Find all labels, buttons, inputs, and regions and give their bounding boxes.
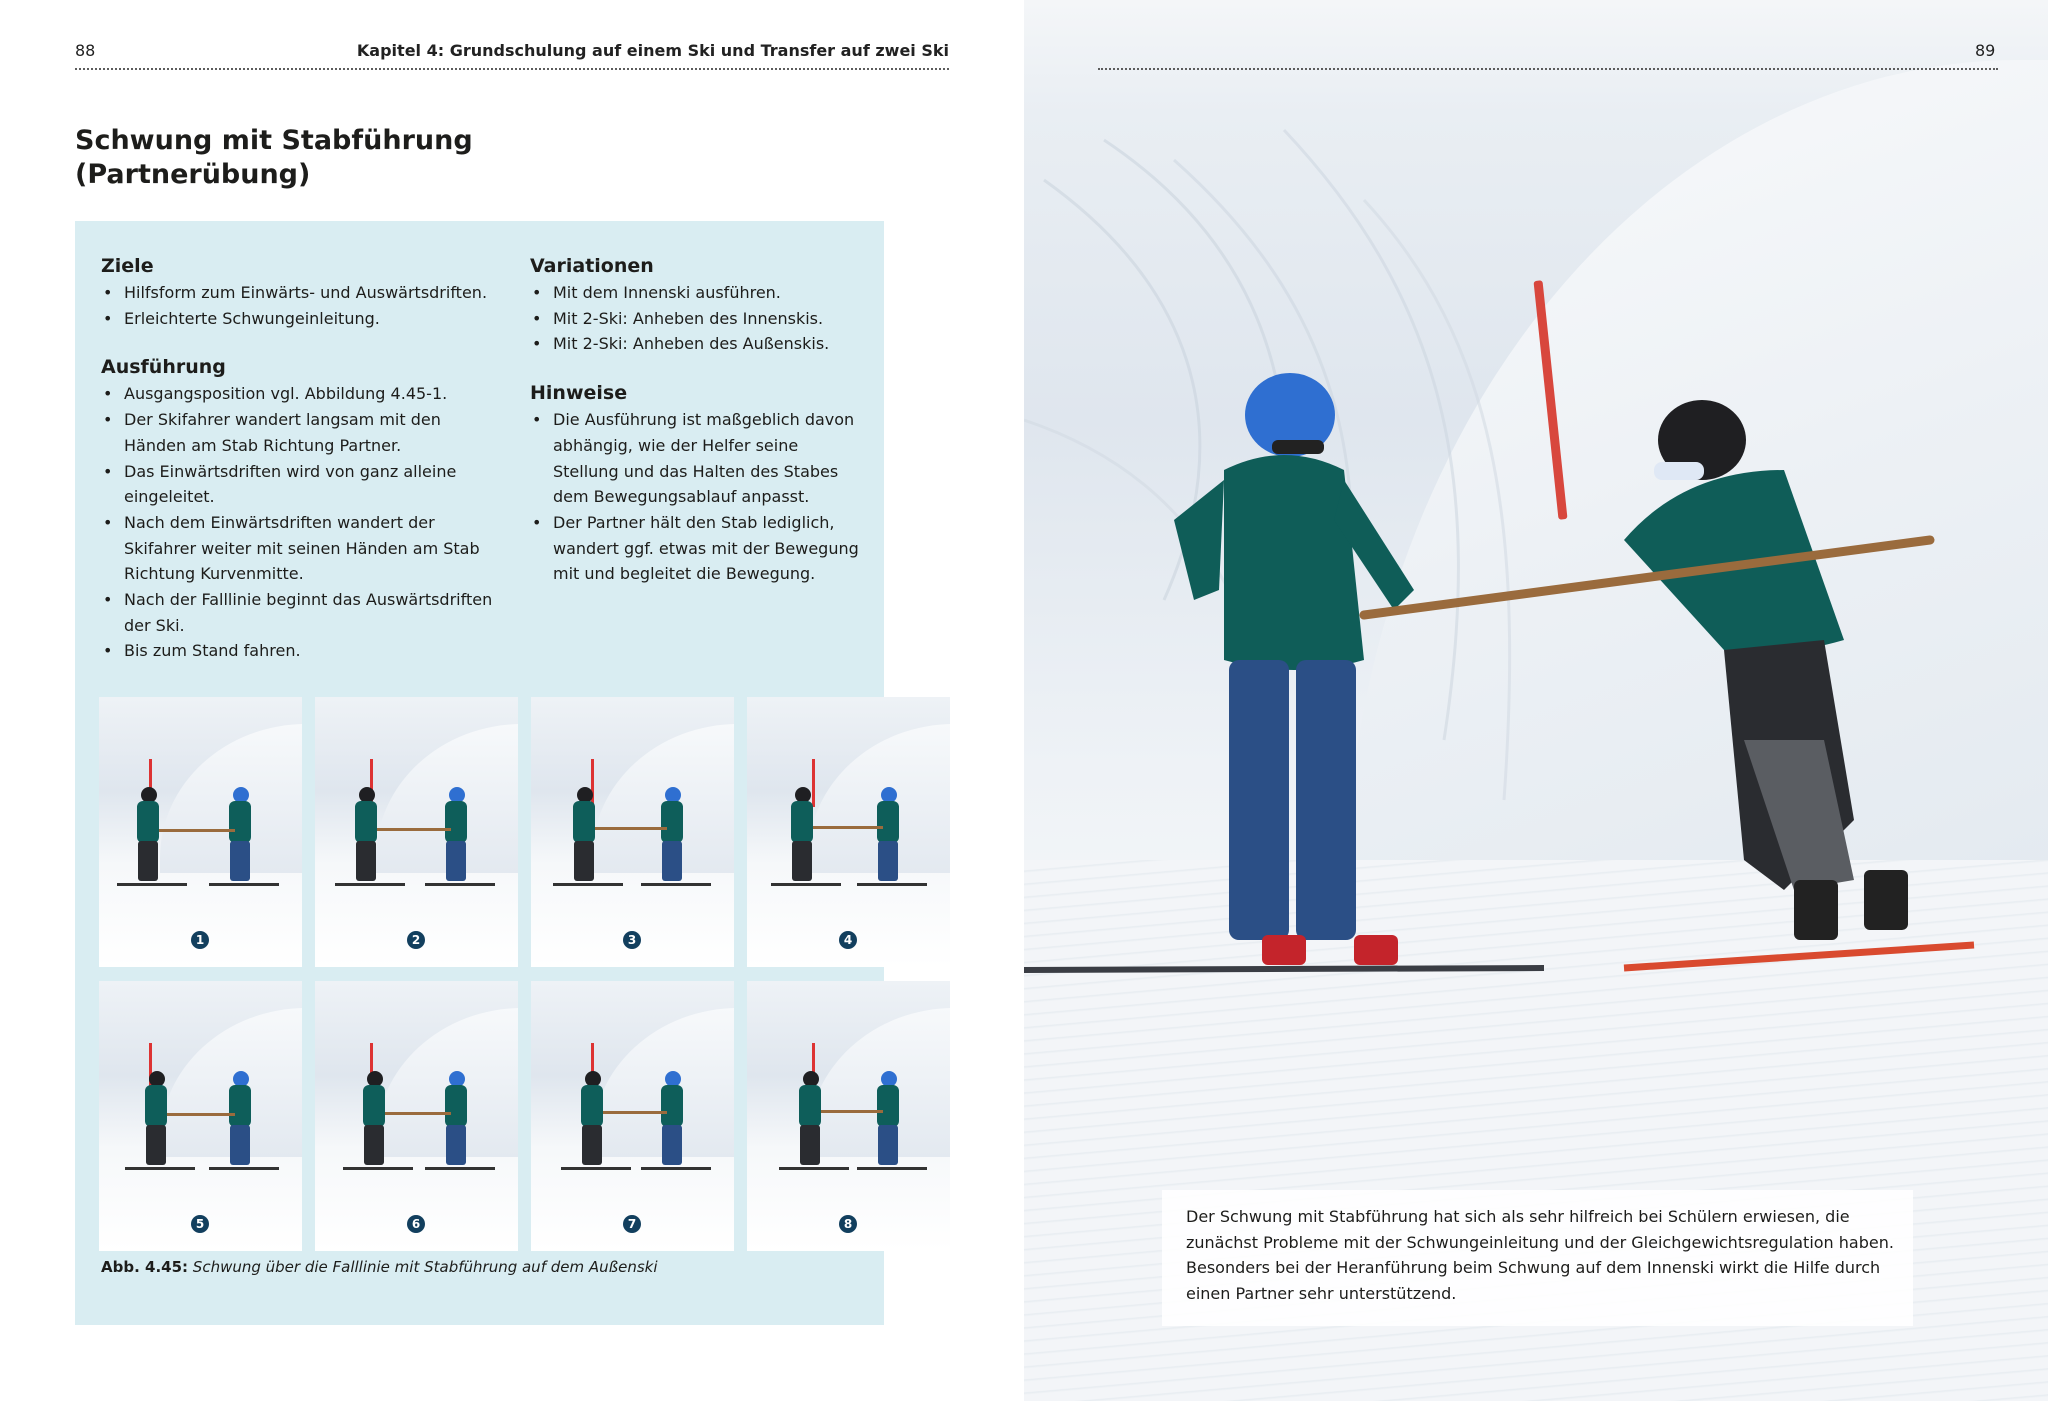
sequence-number-badge: 8	[839, 1215, 857, 1233]
info-column-right	[530, 252, 865, 609]
hinweise-heading: Hinweise	[530, 382, 628, 405]
photo-sequence	[99, 697, 949, 1249]
variationen-heading: Variationen	[530, 255, 654, 277]
ausfuehrung-list	[101, 381, 501, 664]
list-item: • Ausgangsposition vgl. Abbildung 4.45-1.	[101, 381, 501, 407]
sequence-photo-6	[315, 981, 518, 1251]
sequence-number-badge: 3	[623, 931, 641, 949]
page-title	[75, 124, 473, 192]
sequence-number-badge: 5	[191, 1215, 209, 1233]
list-item: • Erleichterte Schwungeinleitung.	[101, 306, 501, 332]
figure-caption-label: Abb. 4.45:	[101, 1258, 189, 1276]
hinweise-list	[530, 407, 865, 587]
ausfuehrung-heading: Ausführung	[101, 356, 226, 379]
instructor-figure	[1174, 373, 1414, 965]
header-rule-left	[75, 68, 949, 70]
sequence-photo-5	[99, 981, 302, 1251]
ziele-heading: Ziele	[101, 255, 154, 277]
list-item: • Der Skifahrer wandert langsam mit den Händen am Stab Richtung Partner.	[101, 407, 501, 458]
photo-caption-line-2: Besonders bei der Heranführung beim Schwung auf dem Innenski wirkt die Hilfe durch einen Partner sehr unterstützend.	[1186, 1258, 1881, 1304]
left-page-number: 88	[75, 41, 96, 60]
sequence-photo-7	[531, 981, 734, 1251]
variationen-list	[530, 280, 865, 357]
list-item: • Mit 2-Ski: Anheben des Außenskis.	[530, 331, 865, 357]
figure-caption-text: Schwung über die Falllinie mit Stabführung auf dem Außenski	[192, 1258, 658, 1276]
right-page-number: 89	[1975, 41, 1996, 60]
ziele-list	[101, 280, 501, 331]
figure-caption	[101, 1258, 658, 1276]
running-head: Kapitel 4: Grundschulung auf einem Ski und Transfer auf zwei Ski	[356, 41, 949, 60]
instructor-ski	[1024, 968, 1544, 970]
sequence-photo-2	[315, 697, 518, 967]
sequence-number-badge: 6	[407, 1215, 425, 1233]
title-line-1: Schwung mit Stabführung	[75, 125, 473, 156]
sequence-number-badge: 2	[407, 931, 425, 949]
student-figure	[1624, 400, 1908, 940]
sequence-photo-1	[99, 697, 302, 967]
list-item: • Die Ausführung ist maßgeblich davon abhängig, wie der Helfer seine Stellung und das Halten des Stabes dem Bewegungsablauf anpasst.	[530, 407, 865, 510]
list-item: • Nach dem Einwärtsdriften wandert der Skifahrer weiter mit seinen Händen am Stab Richtung Kurvenmitte.	[101, 510, 501, 587]
sequence-photo-3	[531, 697, 734, 967]
sequence-number-badge: 4	[839, 931, 857, 949]
list-item: • Hilfsform zum Einwärts- und Auswärtsdriften.	[101, 280, 501, 306]
list-item: • Nach der Falllinie beginnt das Auswärtsdriften der Ski.	[101, 587, 501, 638]
sequence-photo-4	[747, 697, 950, 967]
sequence-number-badge: 7	[623, 1215, 641, 1233]
sequence-number-badge: 1	[191, 931, 209, 949]
list-item: • Mit 2-Ski: Anheben des Innenskis.	[530, 306, 865, 332]
student-ski	[1624, 945, 1974, 968]
list-item: • Bis zum Stand fahren.	[101, 638, 501, 664]
list-item: • Das Einwärtsdriften wird von ganz alleine eingeleitet.	[101, 459, 501, 510]
photo-caption-box	[1162, 1190, 1913, 1326]
list-item: • Der Partner hält den Stab lediglich, wandert ggf. etwas mit der Bewegung mit und begleitet die Bewegung.	[530, 510, 865, 587]
title-line-2: (Partnerübung)	[75, 159, 311, 190]
list-item: • Mit dem Innenski ausführen.	[530, 280, 865, 306]
info-column-left	[101, 252, 501, 686]
sequence-photo-8	[747, 981, 950, 1251]
photo-caption-line-1: Der Schwung mit Stabführung hat sich als sehr hilfreich bei Schülern erwiesen, die zunächst Probleme mit der Schwungeinleitung und der Gleichgewichtsregulation haben.	[1186, 1207, 1894, 1252]
